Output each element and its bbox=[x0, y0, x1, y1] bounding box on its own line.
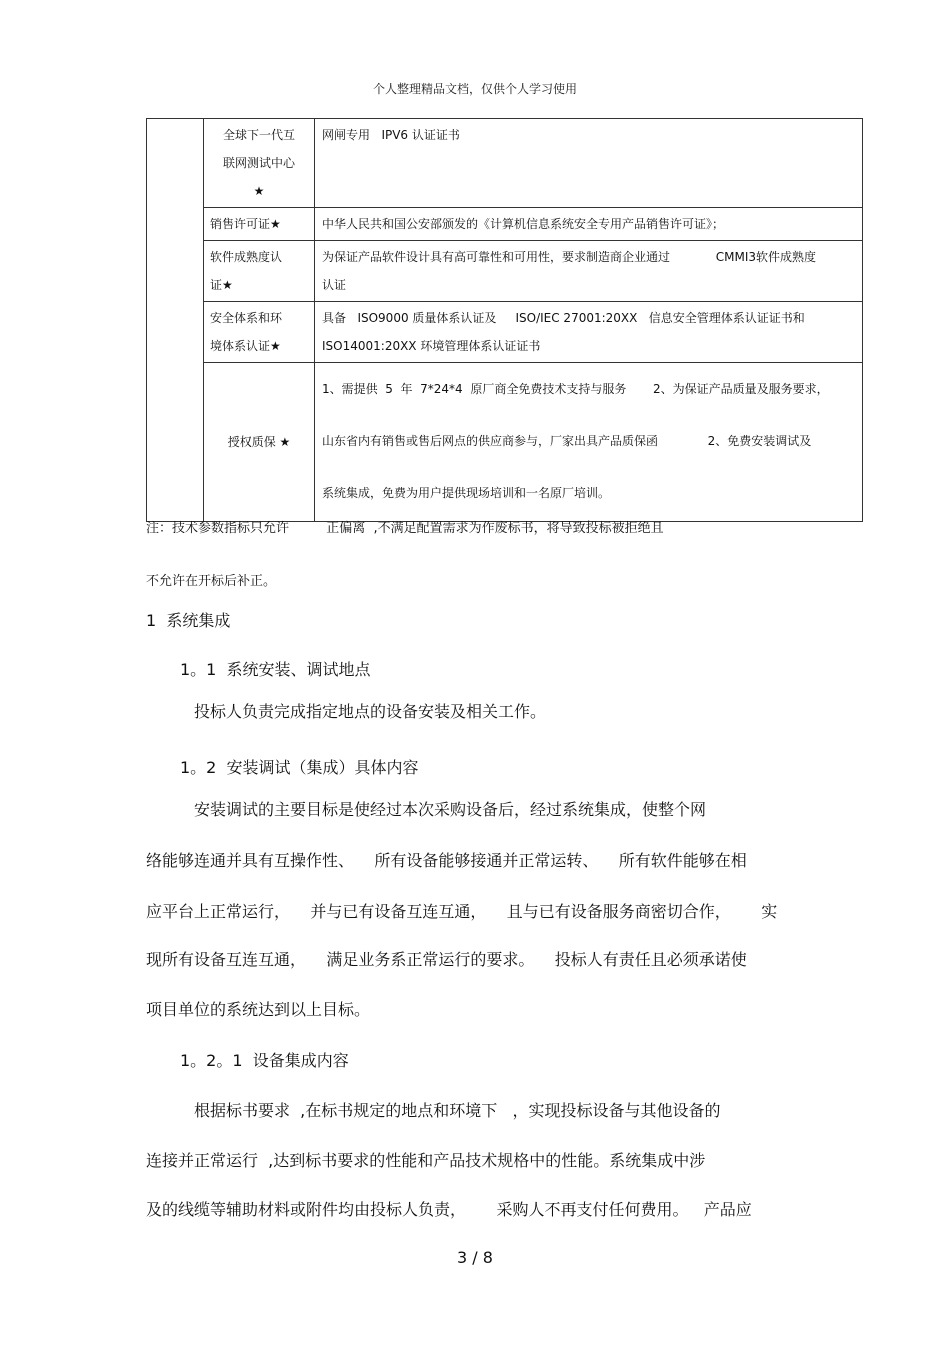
item-name bbox=[204, 426, 314, 458]
item-value bbox=[315, 208, 862, 240]
blank-category-cell bbox=[147, 119, 204, 522]
table-row bbox=[147, 363, 863, 522]
item-value-cell bbox=[315, 302, 863, 363]
item-value-line: 为保证产品软件设计具有高可靠性和可用性，要求制造商企业通过 CMMI3软件成熟度 bbox=[322, 250, 817, 264]
item-name-line: 证★ bbox=[210, 278, 233, 292]
section-1-1-text: 投标人负责完成指定地点的设备安装及相关工作。 bbox=[194, 702, 547, 721]
item-name-line: ★ bbox=[253, 184, 265, 198]
section-heading-1-1: 1。1 系统安装、调试地点 bbox=[180, 660, 371, 679]
item-name bbox=[204, 208, 314, 240]
item-value-line: 山东省内有销售或售后网点的供应商参与，厂家出具产品质保函 2、免费安装调试及 bbox=[322, 434, 812, 448]
note-line-2: 不允许在开标后补正。 bbox=[146, 574, 277, 589]
item-value-line: 网闸专用 IPV6 认证证书 bbox=[322, 128, 460, 142]
item-name-cell bbox=[204, 119, 315, 208]
paragraph-line: 络能够连通并具有互操作性、 所有设备能够接通并正常运转、 所有软件能够在相 bbox=[146, 851, 747, 870]
item-name-line: 销售许可证★ bbox=[210, 217, 281, 231]
item-value bbox=[315, 119, 862, 151]
item-value bbox=[315, 241, 862, 301]
paragraph-line: 安装调试的主要目标是使经过本次采购设备后，经过系统集成，使整个网 bbox=[194, 800, 707, 819]
item-value-line: 具备 ISO9000 质量体系认证及 ISO/IEC 27001:20XX 信息安全管理体系认证证书和 bbox=[322, 311, 805, 325]
page-number: 3 / 8 bbox=[457, 1248, 493, 1267]
paragraph-line: 应平台上正常运行， 并与已有设备互连互通， 且与已有设备服务商密切合作， 实 bbox=[146, 902, 778, 921]
item-name-line: 授权质保 ★ bbox=[227, 435, 291, 449]
item-name bbox=[204, 119, 314, 207]
item-value bbox=[315, 363, 862, 521]
table-row bbox=[147, 302, 863, 363]
paragraph-line: 及的线缆等辅助材料或附件均由投标人负责， 采购人不再支付任何费用。 产品应 bbox=[146, 1200, 752, 1219]
item-name-line: 联网测试中心 bbox=[222, 156, 295, 170]
item-value-line: 中华人民共和国公安部颁发的《计算机信息系统安全专用产品销售许可证》； bbox=[322, 217, 725, 231]
item-value-line: 系统集成，免费为用户提供现场培训和一名原厂培训。 bbox=[322, 486, 611, 500]
item-name-line: 安全体系和环 bbox=[210, 311, 283, 325]
page-header: 个人整理精品文档，仅供个人学习使用 bbox=[372, 82, 577, 96]
item-name-line: 软件成熟度认 bbox=[210, 250, 283, 264]
item-value-line: 1、需提供 5 年 7*24*4 原厂商全免费技术支持与服务 2、为保证产品质量及服务要求， bbox=[322, 382, 829, 396]
section-heading-1-2-1: 1。2。1 设备集成内容 bbox=[180, 1051, 349, 1070]
item-value-line: ISO14001:20XX 环境管理体系认证证书 bbox=[322, 339, 541, 353]
paragraph-line: 项目单位的系统达到以上目标。 bbox=[146, 1000, 371, 1019]
item-value-line: 认证 bbox=[322, 278, 347, 292]
item-name-cell bbox=[204, 363, 315, 522]
item-value-cell bbox=[315, 208, 863, 241]
table-row bbox=[147, 208, 863, 241]
item-value bbox=[315, 302, 862, 362]
paragraph-line: 连接并正常运行 ,达到标书要求的性能和产品技术规格中的性能。系统集成中涉 bbox=[146, 1151, 706, 1170]
item-name-cell bbox=[204, 241, 315, 302]
item-value-cell bbox=[315, 363, 863, 522]
paragraph-line: 现所有设备互连互通， 满足业务系正常运行的要求。 投标人有责任且必须承诺使 bbox=[146, 950, 747, 969]
section-heading-1-2: 1。2 安装调试（集成）具体内容 bbox=[180, 758, 419, 777]
note-line-1: 注：技术参数指标只允许 正偏离 ,不满足配置需求为作废标书，将导致投标被拒绝且 bbox=[146, 521, 664, 536]
item-name-cell bbox=[204, 302, 315, 363]
item-name-line: 全球下一代互 bbox=[222, 128, 295, 142]
item-value-cell bbox=[315, 119, 863, 208]
item-value-cell bbox=[315, 241, 863, 302]
section-heading-1: 1 系统集成 bbox=[146, 611, 231, 630]
table-row bbox=[147, 119, 863, 208]
spec-table bbox=[146, 118, 863, 522]
item-name-line: 境体系认证★ bbox=[210, 339, 281, 353]
table-row bbox=[147, 241, 863, 302]
paragraph-line: 根据标书要求 ,在标书规定的地点和环境下 ，实现投标设备与其他设备的 bbox=[194, 1101, 721, 1120]
item-name bbox=[204, 241, 314, 301]
item-name-cell bbox=[204, 208, 315, 241]
item-name bbox=[204, 302, 314, 362]
